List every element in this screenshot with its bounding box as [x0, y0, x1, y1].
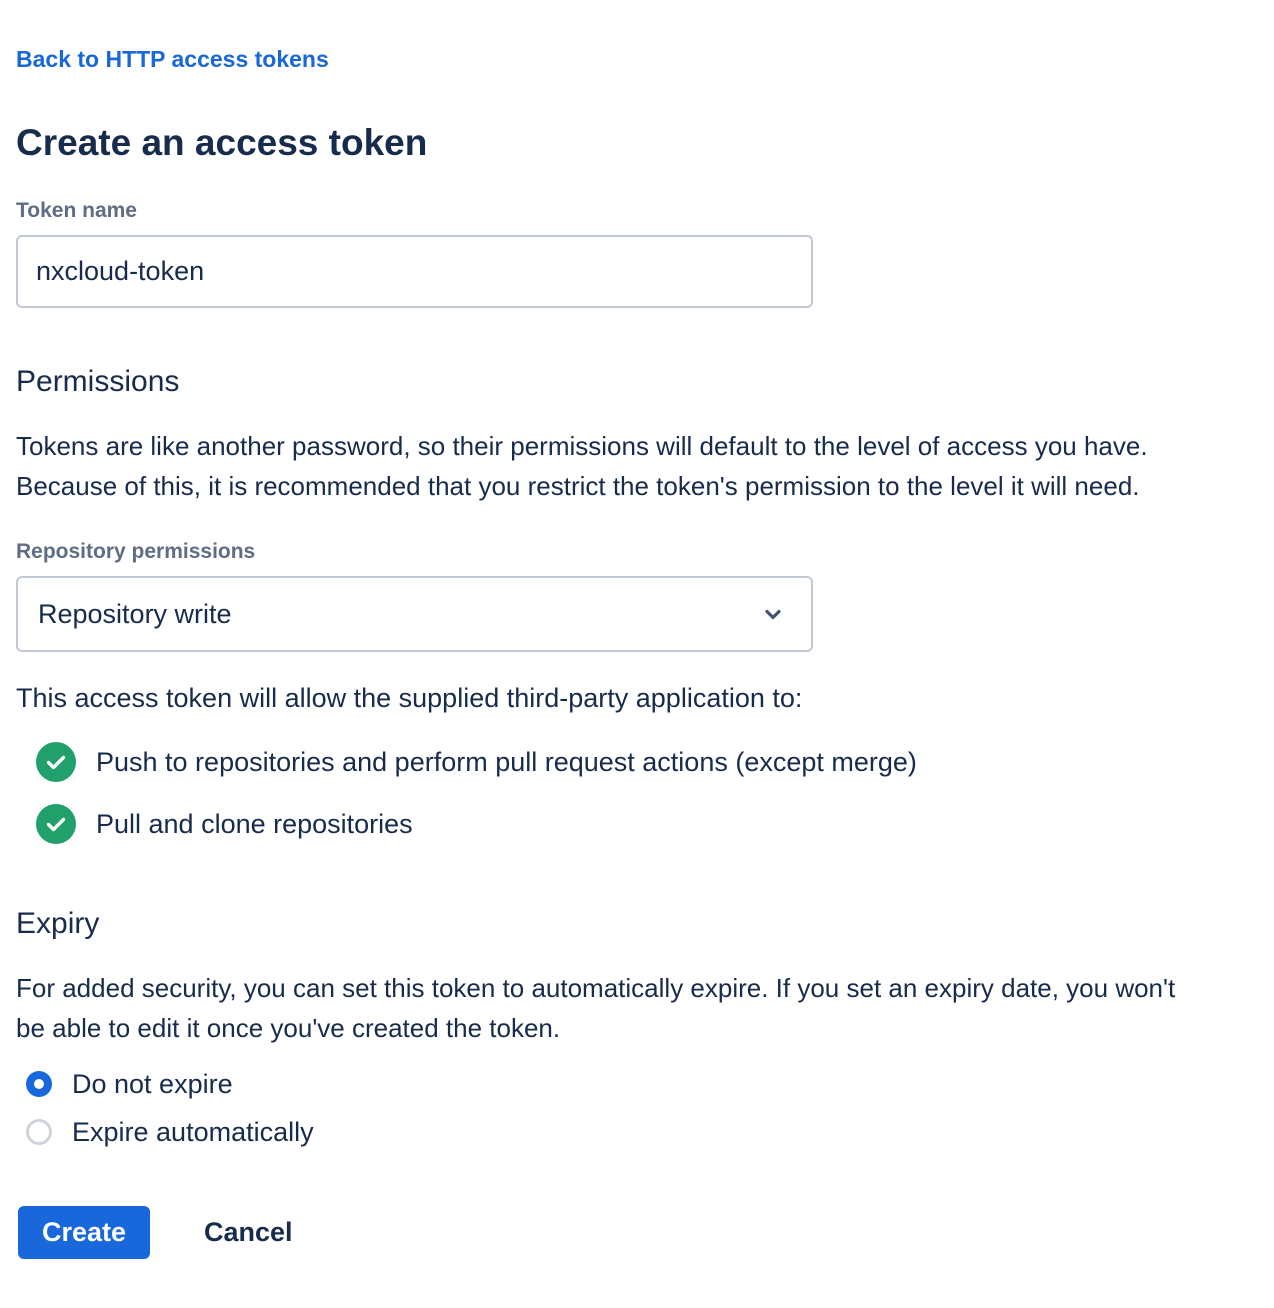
capability-text: Pull and clone repositories: [96, 809, 413, 839]
permissions-heading: Permissions: [16, 365, 180, 398]
radio-option-do-not-expire[interactable]: [16, 1068, 1258, 1100]
radio-selected-icon[interactable]: [26, 1071, 52, 1097]
radio-label: Expire automatically: [72, 1116, 314, 1147]
check-circle-icon: [36, 804, 76, 844]
allow-intro-text: This access token will allow the supplied third-party application to:: [16, 683, 803, 713]
chevron-down-icon: [759, 600, 787, 628]
repository-permissions-selected-value: Repository write: [38, 598, 232, 629]
repository-permissions-label: Repository permissions: [16, 540, 256, 563]
expiry-description: For added security, you can set this token to automatically expire. If you set an expiry date, you won't be able to edit it once you've created the token.: [16, 973, 1176, 1043]
permissions-description: Tokens are like another password, so their permissions will default to the level of access you have. Because of this, it is recommended that you restrict the token's permission to the level it will need.: [16, 431, 1148, 501]
form-actions: [16, 1206, 1258, 1259]
capability-item: [36, 804, 1258, 844]
back-to-http-access-tokens-link[interactable]: Back to HTTP access tokens: [16, 46, 329, 72]
radio-label: Do not expire: [72, 1068, 233, 1099]
create-button[interactable]: Create: [18, 1206, 150, 1259]
check-circle-icon: [36, 742, 76, 782]
capability-list: [16, 742, 1258, 844]
token-name-label: Token name: [16, 199, 137, 222]
radio-option-expire-automatically[interactable]: [16, 1116, 1258, 1148]
token-name-input[interactable]: [16, 235, 813, 308]
expiry-radio-group: [16, 1068, 1258, 1148]
radio-unselected-icon[interactable]: [26, 1119, 52, 1145]
page-title: Create an access token: [16, 122, 428, 163]
repository-permissions-select[interactable]: [16, 576, 813, 652]
expiry-heading: Expiry: [16, 907, 100, 940]
cancel-button[interactable]: Cancel: [192, 1217, 305, 1248]
capability-text: Push to repositories and perform pull request actions (except merge): [96, 747, 917, 777]
capability-item: [36, 742, 1258, 782]
